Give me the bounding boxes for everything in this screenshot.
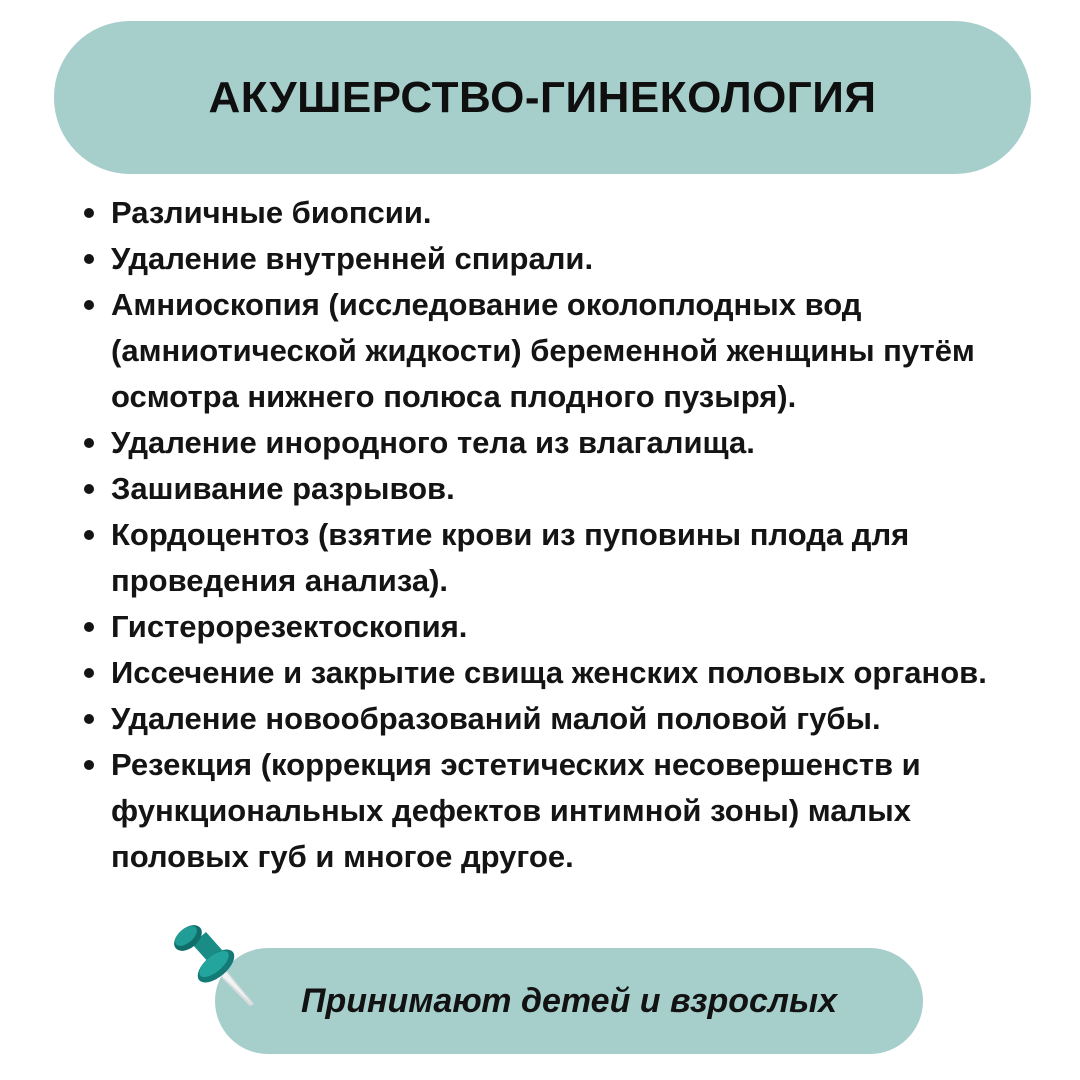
list-item: Амниоскопия (исследование околоплодных вод (амниотической жидкости) беременной женщины путём осмотра нижнего полюса плодного пузыря). bbox=[78, 282, 1048, 420]
list-item: Удаление новообразований малой половой губы. bbox=[78, 696, 1048, 742]
page-title: АКУШЕРСТВО-ГИНЕКОЛОГИЯ bbox=[208, 72, 877, 122]
list-item: Удаление внутренней спирали. bbox=[78, 236, 1048, 282]
list-item: Зашивание разрывов. bbox=[78, 466, 1048, 512]
footer-banner bbox=[215, 948, 923, 1054]
list-item: Удаление инородного тела из влагалища. bbox=[78, 420, 1048, 466]
procedure-list bbox=[78, 190, 1048, 880]
push-pin-icon bbox=[158, 918, 268, 1013]
list-item: Различные биопсии. bbox=[78, 190, 1048, 236]
title-banner bbox=[54, 21, 1031, 174]
list-item: Резекция (коррекция эстетических несовершенств и функциональных дефектов интимной зоны) малых половых губ и многое другое. bbox=[78, 742, 1048, 880]
footer-text: Принимают детей и взрослых bbox=[300, 981, 837, 1020]
list-item: Иссечение и закрытие свища женских половых органов. bbox=[78, 650, 1048, 696]
list-item: Кордоцентоз (взятие крови из пуповины плода для проведения анализа). bbox=[78, 512, 1048, 604]
list-item: Гистерорезектоскопия. bbox=[78, 604, 1048, 650]
